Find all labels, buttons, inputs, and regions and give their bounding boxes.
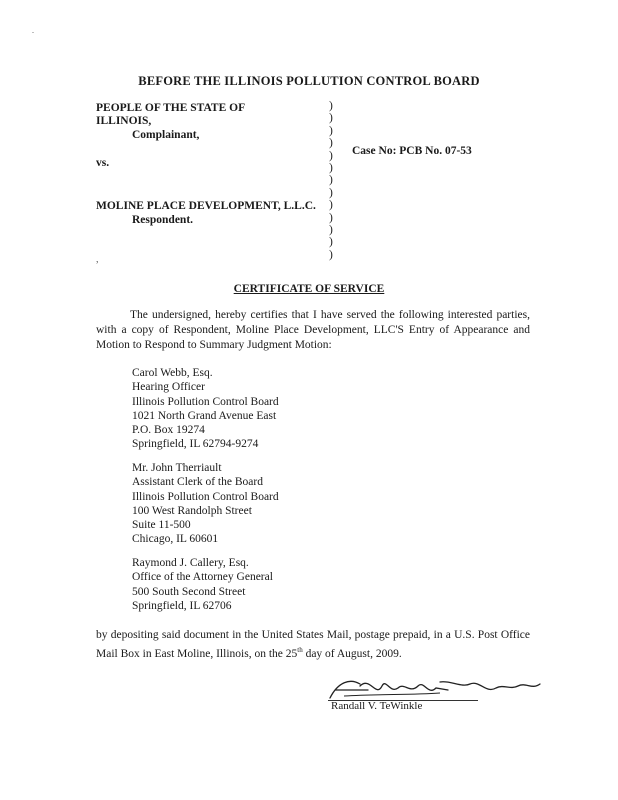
certificate-intro: The undersigned, hereby certifies that I have served the following interested parties, with a copy of Respondent, Moline Place Development, LLC'S Entry of Appearance and Motion to Respond to Summary Judgment Motion: [96,309,530,351]
signer-name: Randall V. TeWinkle [331,700,423,712]
address-line: P.O. Box 19274 [132,424,205,437]
plaintiff-role: Complainant, [132,129,200,141]
address-line: Springfield, IL 62706 [132,599,232,612]
plaintiff-name [96,102,245,128]
scan-mark: , [96,254,99,265]
paren: ) [329,174,333,187]
paren: ) [329,137,333,150]
paren: ) [329,124,333,137]
date-suffix: th [297,646,303,654]
paren: ) [329,162,333,175]
recipient-block [132,461,432,547]
caption-parens [329,100,339,261]
address-line: Springfield, IL 62794-9274 [132,438,259,451]
address-line: Suite 11-500 [132,519,191,532]
paren: ) [329,100,333,112]
paren: ) [329,224,333,237]
address-line: Office of the Attorney General [132,571,273,584]
plaintiff-line-2: ILLINOIS, [96,115,152,127]
address-line: 500 South Second Street [132,585,246,598]
service-statement [96,628,530,662]
defendant-role: Respondent. [132,214,194,226]
statement-text: by depositing said document in the United States Mail, postage prepaid, in a U.S. Post Office Mail Box in East Moline, Illinois, on the 25 [96,629,530,660]
case-number: Case No: PCB No. 07-53 [352,145,472,157]
address-line: Illinois Pollution Control Board [132,395,279,408]
statement-text-end: day of August, 2009. [302,647,402,660]
versus: vs. [96,157,110,169]
paren: ) [329,211,333,224]
paren: ) [329,186,333,199]
recipient-block [132,556,432,613]
paren: ) [329,149,333,162]
address-line: Assistant Clerk of the Board [132,476,263,489]
address-line: 100 West Randolph Street [132,504,252,517]
address-line: 1021 North Grand Avenue East [132,409,277,422]
recipient-block [132,366,432,452]
handwritten-signature [320,668,550,704]
paren: ) [329,112,333,125]
address-line: Hearing Officer [132,381,205,394]
address-line: Carol Webb, Esq. [132,367,213,379]
paren: ) [329,248,333,261]
address-line: Illinois Pollution Control Board [132,490,279,503]
plaintiff-line-1: PEOPLE OF THE STATE OF [96,102,246,114]
board-title: BEFORE THE ILLINOIS POLLUTION CONTROL BOARD [138,74,480,88]
paren: ) [329,199,333,212]
address-line: Raymond J. Callery, Esq. [132,557,249,569]
certificate-title: CERTIFICATE OF SERVICE [233,283,385,295]
paren: ) [329,236,333,249]
scan-mark: . [32,26,34,35]
address-line: Chicago, IL 60601 [132,533,219,546]
defendant-name: MOLINE PLACE DEVELOPMENT, L.L.C. [96,200,316,212]
address-line: Mr. John Therriault [132,462,222,474]
